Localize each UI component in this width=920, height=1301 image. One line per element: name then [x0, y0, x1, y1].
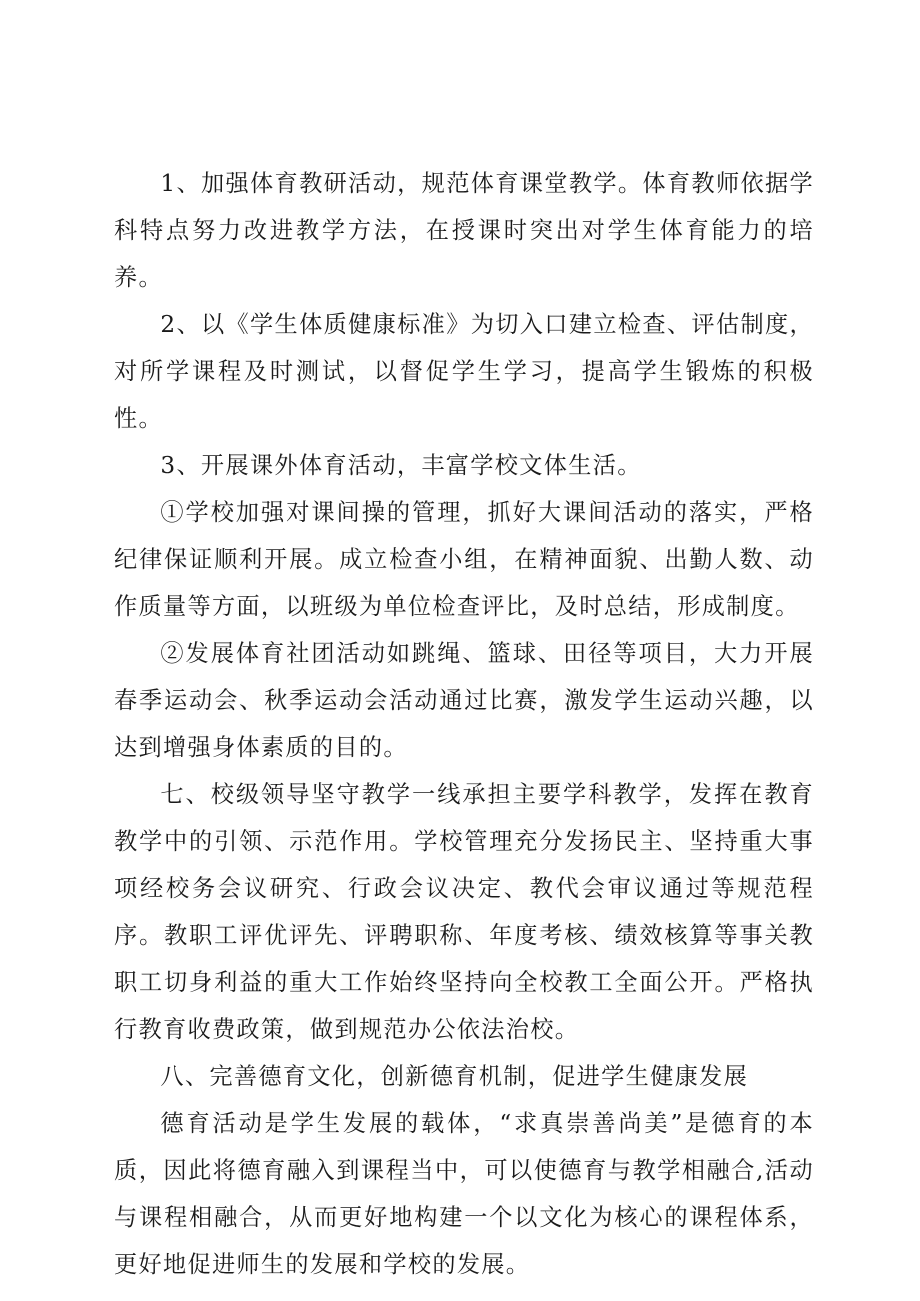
paragraph-pe-teaching-research: 1、加强体育教研活动，规范体育课堂教学。体育教师依据学科特点努力改进教学方法，在授课时突出对学生体育能力的培养。 [114, 170, 814, 291]
paragraph-sports-clubs: ②发展体育社团活动如跳绳、篮球、田径等项目，大力开展春季运动会、秋季运动会活动通过比赛，激发学生运动兴趣，以达到增强身体素质的目的。 [114, 640, 814, 761]
paragraph-extracurricular-sports: 3、开展课外体育活动，丰富学校文体生活。 [160, 452, 642, 479]
paragraph-moral-education-body: 德育活动是学生发展的载体，“求真崇善尚美”是德育的本质，因此将德育融入到课程当中，可以使德育与教学相融合,活动与课程相融合，从而更好地构建一个以文化为核心的课程体系，更好地促进师生的发展和学校的发展。 [114, 1110, 814, 1278]
paragraph-health-standard: 2、以《学生体质健康标准》为切入口建立检查、评估制度，对所学课程及时测试，以督促学生学习，提高学生锻炼的积极性。 [114, 311, 814, 432]
document-body [114, 160, 814, 1288]
paragraph-moral-education-heading: 八、完善德育文化，创新德育机制，促进学生健康发展 [160, 1063, 749, 1090]
paragraph-exercise-management: ①学校加强对课间操的管理，抓好大课间活动的落实，严格纪律保证顺利开展。成立检查小组，在精神面貌、出勤人数、动作质量等方面，以班级为单位检查评比，及时总结，形成制度。 [114, 499, 814, 620]
paragraph-school-leadership: 七、校级领导坚守教学一线承担主要学科教学，发挥在教育教学中的引领、示范作用。学校管理充分发扬民主、坚持重大事项经校务会议研究、行政会议决定、教代会审议通过等规范程序。教职工评优评先、评聘职称、年度考核、绩效核算等事关教职工切身利益的重大工作始终坚持向全校教工全面公开。严格执行教育收费政策，做到规范办公依法治校。 [114, 781, 814, 1043]
